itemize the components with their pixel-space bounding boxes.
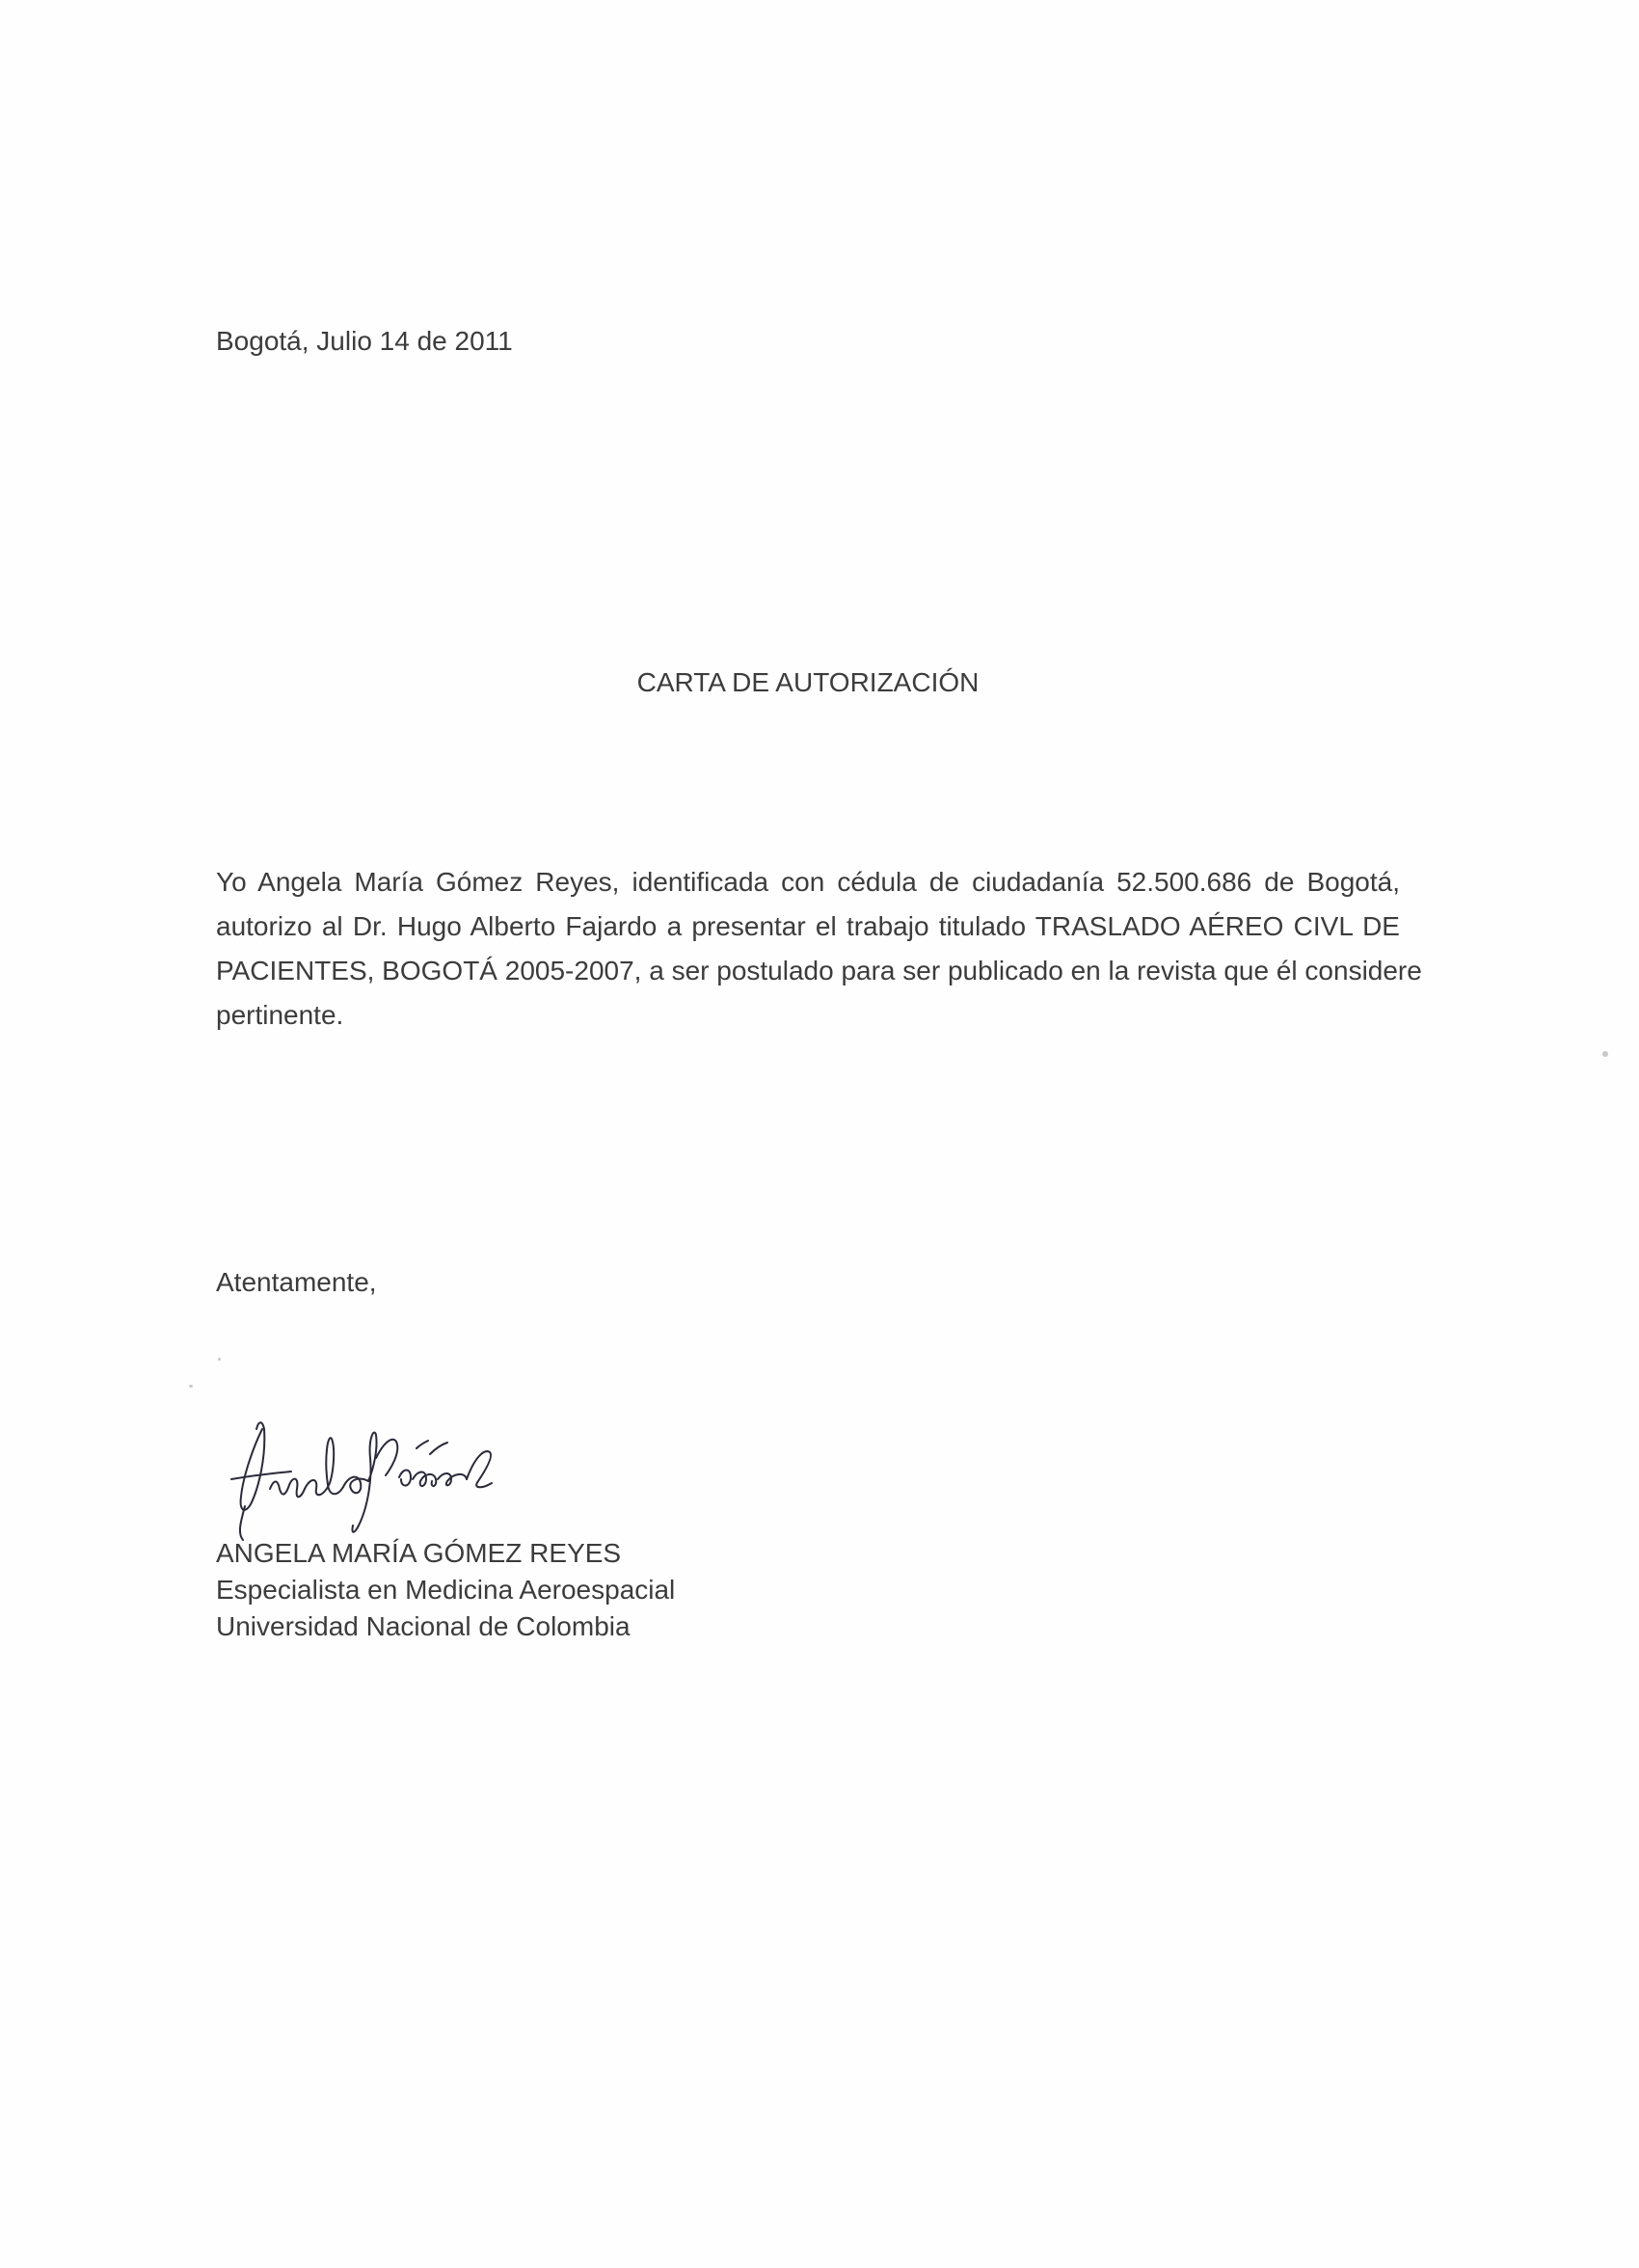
body-line: Yo Angela María Gómez Reyes, identificada con cédula de ciudadanía 52.500.686 de Bogotá,	[216, 867, 1400, 897]
letter-body	[216, 860, 1422, 1038]
signer-position: Especialista en Medicina Aeroespacial	[216, 1575, 676, 1605]
scan-speck	[1602, 1051, 1608, 1057]
body-line: autorizo al Dr. Hugo Alberto Fajardo a presentar el trabajo titulado TRASLADO AÉREO CIVL DE	[216, 911, 1400, 941]
letter-date: Bogotá, Julio 14 de 2011	[216, 326, 513, 356]
body-line: pertinente.	[216, 1000, 344, 1030]
signer-block	[216, 1535, 675, 1645]
letter-title: CARTA DE AUTORIZACIÓN	[636, 667, 980, 697]
signer-name: ANGELA MARÍA GÓMEZ REYES	[216, 1538, 622, 1568]
body-line: PACIENTES, BOGOTÁ 2005-2007, a ser postulado para ser publicado en la revista que él considere	[216, 956, 1422, 986]
scan-speck	[218, 1358, 221, 1361]
letter-closing: Atentamente,	[216, 1267, 377, 1297]
scan-speck	[189, 1385, 193, 1388]
signer-institution: Universidad Nacional de Colombia	[216, 1611, 631, 1641]
handwritten-signature	[224, 1400, 513, 1545]
